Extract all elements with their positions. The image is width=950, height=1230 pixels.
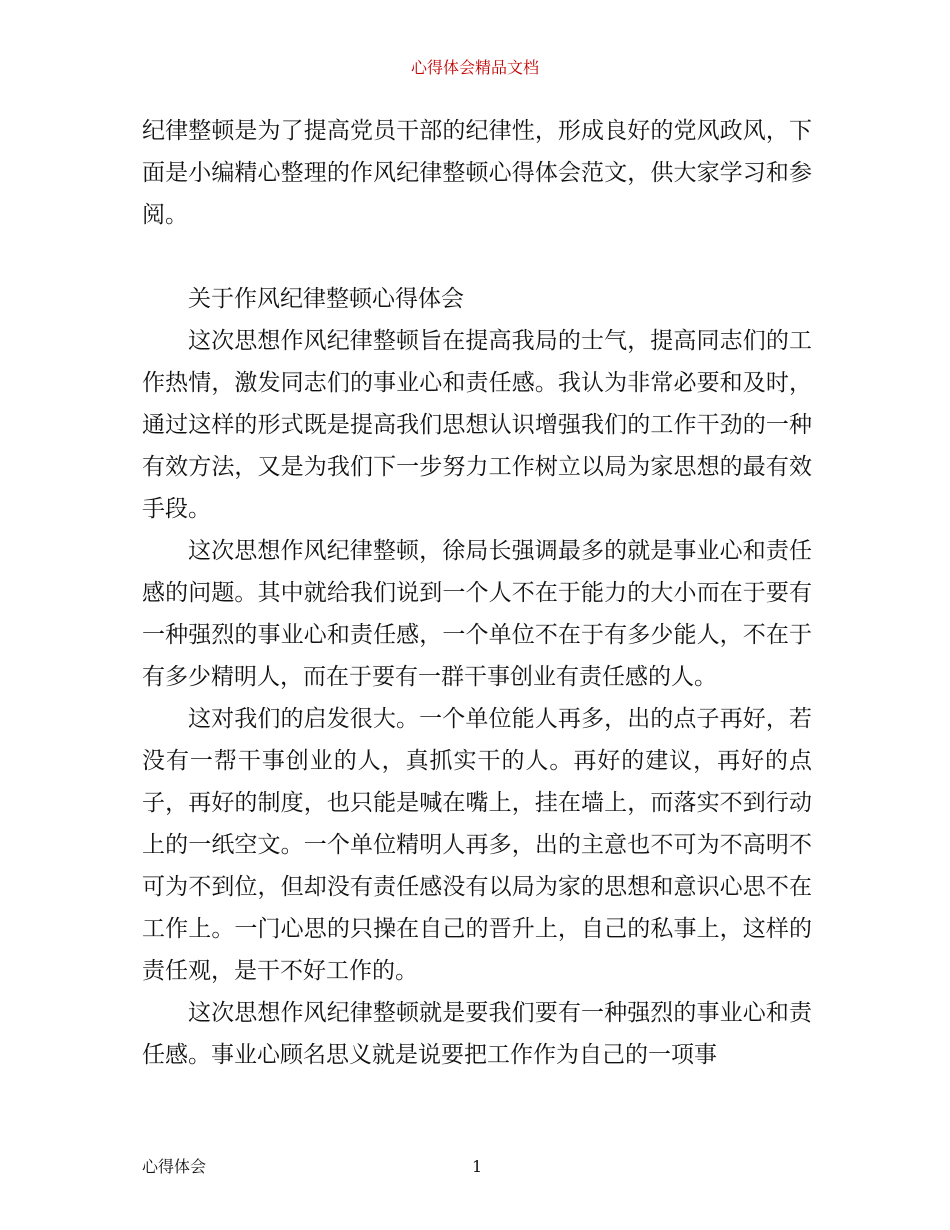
header-title: 心得体会精品文档 [410,58,539,77]
body-paragraph-2: 这次思想作风纪律整顿，徐局长强调最多的就是事业心和责任感的问题。其中就给我们说到一个人不在于能力的大小而在于要有一种强烈的事业心和责任感，一个单位不在于有多少能人，不在于有多少精明人，而在于要有一群干事创业有责任感的人。 [142,538,812,690]
intro-paragraph: 纪律整顿是为了提高党员干部的纪律性，形成良好的党风政风，下面是小编精心整理的作风纪律整顿心得体会范文，供大家学习和参阅。 [142,118,812,228]
body-paragraph-1: 这次思想作风纪律整顿旨在提高我局的士气，提高同志们的工作热情，激发同志们的事业心和责任感。我认为非常必要和及时，通过这样的形式既是提高我们思想认识增强我们的工作干劲的一种有效方法，又是为我们下一步努力工作树立以局为家思想的最有效手段。 [142,328,812,522]
body-paragraph-3: 这对我们的启发很大。一个单位能人再多，出的点子再好，若没有一帮干事创业的人，真抓实干的人。再好的建议，再好的点子，再好的制度，也只能是喊在嘴上，挂在墙上，而落实不到行动上的一纸空文。一个单位精明人再多，出的主意也不可为不高明不可为不到位，但却没有责任感没有以局为家的思想和意识心思不在工作上。一门心思的只操在自己的晋升上，自己的私事上，这样的责任观，是干不好工作的。 [142,706,812,984]
page-number: 1 [472,1157,483,1176]
page-footer [142,1156,812,1178]
footer-label: 心得体会 [142,1157,207,1176]
page-header [0,57,950,79]
paragraph-spacer [142,236,812,278]
body-paragraph-4: 这次思想作风纪律整顿就是要我们要有一种强烈的事业心和责任感。事业心顾名思义就是说要把工作作为自己的一项事 [142,1000,812,1068]
document-body [142,110,812,1076]
section-title: 关于作风纪律整顿心得体会 [188,286,464,312]
